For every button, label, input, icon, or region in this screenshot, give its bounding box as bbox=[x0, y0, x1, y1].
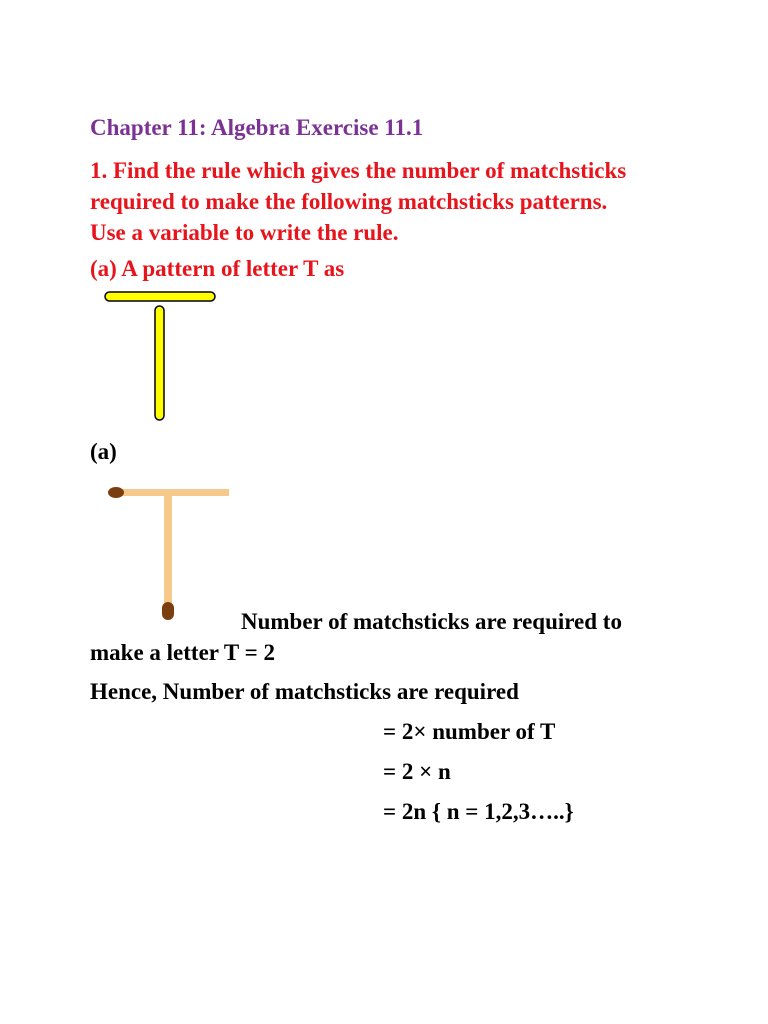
vertical-match-head bbox=[162, 602, 174, 620]
part-a-title: (a) A pattern of letter T as bbox=[90, 256, 345, 281]
answer-label: (a) bbox=[90, 439, 117, 464]
vertical-matchstick bbox=[164, 496, 172, 612]
answer-step-2: = 2 × n bbox=[383, 759, 451, 784]
answer-hence: Hence, Number of matchsticks are required bbox=[90, 679, 519, 704]
chapter-title: Chapter 11: Algebra Exercise 11.1 bbox=[90, 115, 424, 140]
yellow-vertical-stick bbox=[155, 306, 164, 420]
answer-statement-part1: Number of matchsticks are required to bbox=[241, 609, 622, 634]
answer-step-3: = 2n { n = 1,2,3…..} bbox=[383, 799, 574, 824]
question-line-3: Use a variable to write the rule. bbox=[90, 220, 399, 245]
answer-step-1: = 2× number of T bbox=[383, 719, 556, 744]
horizontal-matchstick bbox=[116, 489, 229, 496]
answer-statement-part2: make a letter T = 2 bbox=[90, 640, 275, 665]
yellow-t-pattern-figure bbox=[100, 288, 220, 424]
question-text bbox=[90, 155, 730, 248]
matchstick-t-figure bbox=[104, 482, 234, 624]
yellow-horizontal-stick bbox=[105, 292, 215, 301]
question-line-2: required to make the following matchsticks patterns. bbox=[90, 189, 608, 214]
question-line-1: 1. Find the rule which gives the number of matchsticks bbox=[90, 158, 627, 183]
horizontal-match-head bbox=[108, 487, 124, 498]
